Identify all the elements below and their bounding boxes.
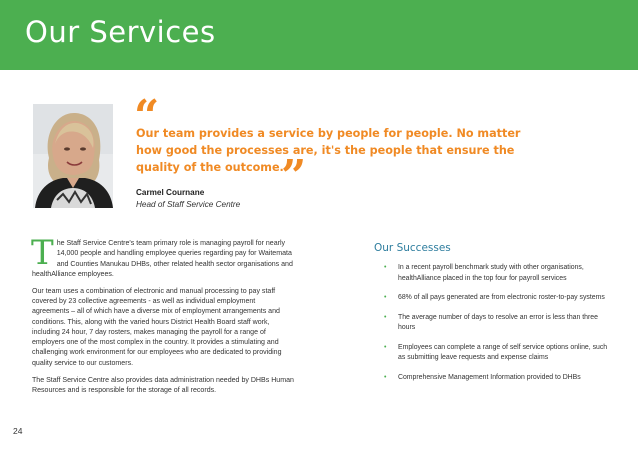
close-quote-mark: ” xyxy=(281,151,307,202)
list-item-text: 68% of all pays generated are from electronic roster-to-pay systems xyxy=(398,294,605,301)
portrait-photo xyxy=(33,104,113,208)
list-item xyxy=(374,293,614,304)
successes-heading: Our Successes xyxy=(374,242,451,254)
bullet-icon: • xyxy=(384,264,387,271)
list-item-text: The average number of days to resolve an error is less than three hours xyxy=(398,313,598,331)
successes-section xyxy=(374,242,614,392)
body-text-column xyxy=(31,233,294,403)
list-item-text: Comprehensive Management Information provided to DHBs xyxy=(398,373,581,381)
body-paragraph-1-text: he Staff Service Centre's team primary role is managing payroll for nearly 14,000 people and handling employee queries regarding pay for Waitemata and Counties Manukau DHBs, other related health sector organisations and healthAlliance employees. xyxy=(32,240,293,278)
portrait-image xyxy=(33,104,113,208)
quote-author-role: Head of Staff Service Centre xyxy=(136,200,241,209)
list-item xyxy=(374,313,614,334)
list-item-text: Employees can complete a range of self service options online, such as submitting leave requests and expense claims xyxy=(398,343,608,361)
page-number: 24 xyxy=(13,426,23,436)
list-item xyxy=(374,263,614,284)
bullet-icon: • xyxy=(384,313,387,321)
page-title: Our Services xyxy=(25,15,216,49)
bullet-icon: • xyxy=(384,343,387,351)
body-paragraph-2: Our team uses a combination of electronic and manual processing to pay staff covered by 23 collective agreements - as well as individual employment agreements – all of which have a diverse mix of employment arrangements and conditions. This, along with the varied hours District Health Board staff work, including 24 hour, 7 day rosters, makes managing the payroll for a range of employers one of the most complex in the country. It provides a stimulating and challenging work environment for our employees who are dedicated to providing quality service to our customers. xyxy=(32,287,282,367)
list-item xyxy=(374,373,614,384)
bullet-icon: • xyxy=(384,373,387,381)
bullet-icon: • xyxy=(384,294,387,301)
list-item xyxy=(374,343,614,364)
page-header xyxy=(0,0,638,70)
pull-quote: Our team provides a service by people for people. No matter how good the processes are, it's the people that ensure the quality of the outcome. xyxy=(136,127,521,174)
successes-list xyxy=(374,263,614,383)
body-paragraph-3: The Staff Service Centre also provides data administration needed by DHBs Human Resources and is responsible for the storage of all records. xyxy=(32,376,294,394)
body-paragraph-1 xyxy=(31,233,294,280)
open-quote-mark: “ xyxy=(134,91,160,142)
quote-author-name: Carmel Cournane xyxy=(136,188,205,197)
list-item-text: In a recent payroll benchmark study with other organisations, healthAlliance placed in the top four for payroll services xyxy=(398,264,584,282)
drop-cap: T xyxy=(31,233,54,273)
